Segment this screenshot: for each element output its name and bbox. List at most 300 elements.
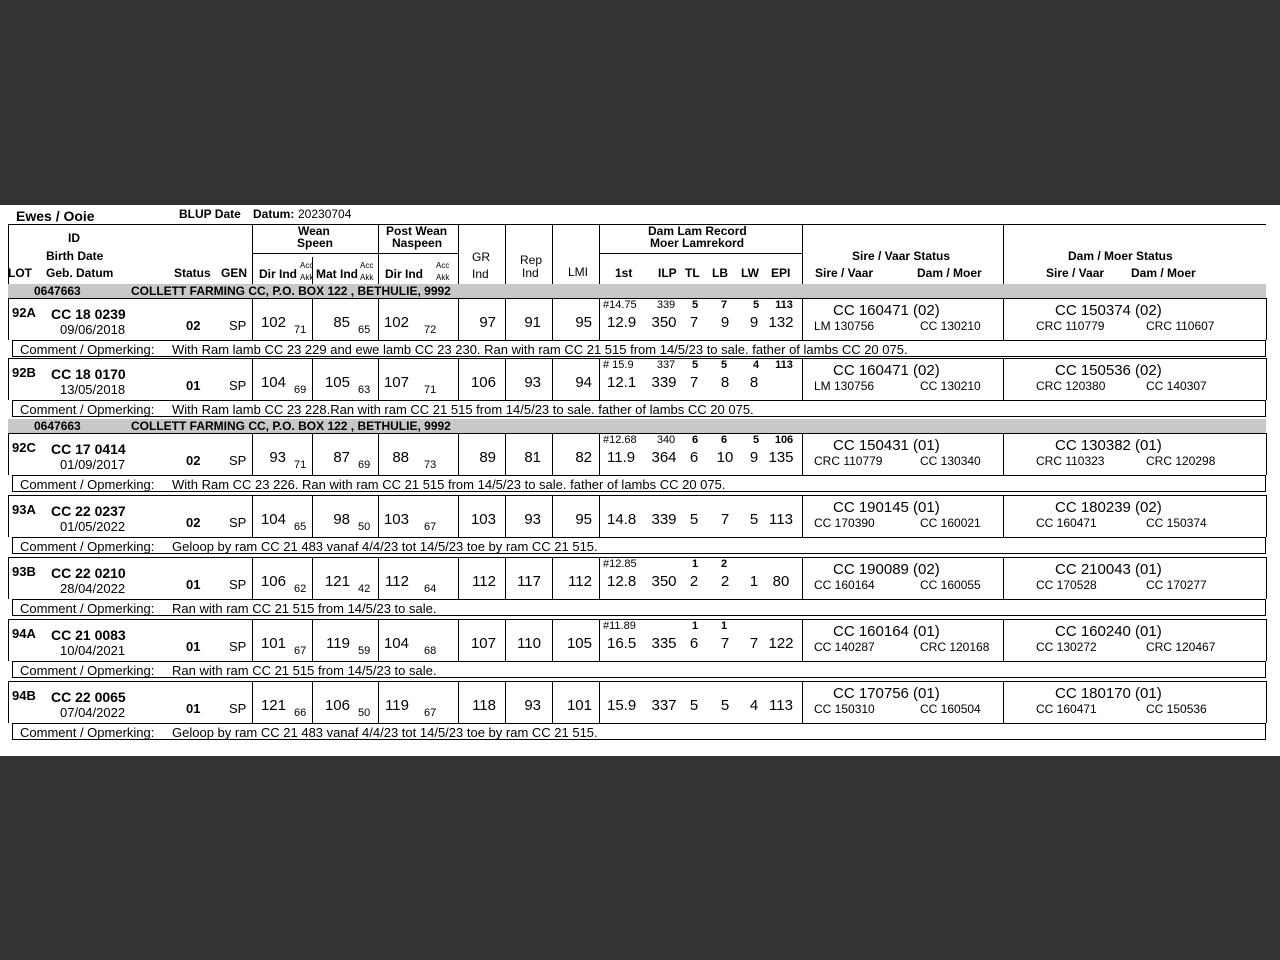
header-akk: Akk [300, 273, 314, 282]
dam-record-lw-small: 4 [752, 359, 760, 371]
dam-record-ilp: 339 [651, 511, 677, 528]
column-divider [458, 495, 459, 537]
column-divider [552, 557, 553, 599]
column-divider [1003, 358, 1004, 400]
sire-dam: CC 160055 [920, 578, 981, 592]
header-dam-status: Dam / Moer Status [1068, 249, 1173, 263]
comment-text: With Ram CC 23 226. Ran with ram CC 21 515 from 14/5/23 to sale. father of lambs CC 20 075. [172, 477, 726, 492]
comment-box [12, 723, 1266, 740]
lmi-value: 105 [566, 635, 592, 652]
column-divider [802, 557, 803, 599]
comment-box [12, 340, 1266, 357]
comment-box [12, 661, 1266, 678]
header-lot: LOT [8, 266, 32, 280]
dam-record-ilp: 350 [651, 573, 677, 590]
dam-record-tl: 6 [689, 449, 699, 466]
gr-ind: 107 [470, 635, 496, 652]
status-code: 01 [186, 701, 201, 716]
comment-box [12, 400, 1266, 417]
lot-number: 93A [12, 502, 36, 517]
dam-record-epi-small: 113 [775, 299, 793, 311]
dam-record-ilp-small: 337 [656, 359, 676, 371]
sire-dam: CC 130340 [920, 454, 981, 468]
comment-text: Ran with ram CC 21 515 from 14/5/23 to sale. [172, 663, 437, 678]
sire-sire: CC 150310 [814, 702, 875, 716]
wean-mat-acc: 59 [358, 645, 371, 657]
header-akk: Akk [436, 273, 450, 282]
header-dam-dam-moer: Dam / Moer [1131, 266, 1196, 280]
gen-code: SP [229, 378, 247, 393]
header-rep-ind: Ind [522, 266, 539, 280]
wean-mat-acc: 42 [358, 583, 371, 595]
row-border-right [1266, 557, 1267, 599]
header-geb-datum: Geb. Datum [46, 266, 114, 280]
row-border-left [8, 681, 9, 723]
wean-dir-ind: 106 [260, 573, 286, 590]
dam-record-lw-small: 5 [752, 434, 760, 446]
lmi-value: 112 [568, 573, 592, 590]
dam-dam: CC 170277 [1146, 578, 1207, 592]
dam-record-epi: 132 [768, 314, 794, 331]
dam-record-tl: 5 [689, 697, 699, 714]
gr-ind: 106 [470, 374, 496, 391]
column-divider [378, 681, 379, 723]
column-divider [505, 557, 506, 599]
lmi-value: 95 [575, 314, 592, 331]
dam-dam: CC 140307 [1146, 379, 1207, 393]
post-dir-acc: 73 [424, 459, 437, 471]
dam-record-epi: 113 [769, 511, 793, 528]
wean-dir-acc: 71 [294, 459, 307, 471]
column-divider [599, 495, 600, 537]
header-dam-sire-vaar: Sire / Vaar [1046, 266, 1105, 280]
breeder-name: COLLETT FARMING CC, P.O. BOX 122 , BETHULIE, 9992 [131, 284, 451, 298]
header-dam-lam-record: Dam Lam Record [648, 224, 747, 238]
column-divider [599, 619, 600, 661]
lot-number: 92C [12, 440, 36, 455]
dam-record-lb: 7 [720, 511, 730, 528]
header-lmi: LMI [568, 265, 589, 279]
comment-box [12, 599, 1266, 616]
comment-box [12, 475, 1266, 492]
wean-dir-acc: 69 [294, 384, 307, 396]
post-dir-acc: 72 [424, 324, 437, 336]
row-border-top [8, 495, 1266, 496]
comment-label: Comment / Opmerking: [20, 477, 155, 492]
comment-label: Comment / Opmerking: [20, 663, 155, 678]
dam-sire: CRC 120380 [1036, 379, 1106, 393]
dam-record-epi: 122 [768, 635, 794, 652]
dam-record-first: 12.8 [607, 573, 637, 590]
dam-record-first: 12.9 [607, 314, 637, 331]
comment-text: Geloop by ram CC 21 483 vanaf 4/4/23 tot 14/5/23 toe by ram CC 21 515. [172, 725, 598, 740]
column-divider [505, 298, 506, 340]
row-border-left [8, 495, 9, 537]
row-border-left [8, 557, 9, 599]
dam-record-lw: 7 [749, 635, 759, 652]
post-dir-acc: 64 [424, 583, 437, 595]
birth-date: 09/06/2018 [60, 322, 126, 337]
rep-ind: 93 [524, 511, 541, 528]
sire-status: CC 170756 (01) [833, 685, 940, 702]
wean-dir-acc: 62 [294, 583, 307, 595]
column-divider [252, 433, 253, 475]
column-divider [505, 433, 506, 475]
column-divider [599, 681, 600, 723]
sire-sire: LM 130756 [814, 319, 875, 333]
dam-record-ilp: 337 [651, 697, 677, 714]
dam-status: CC 210043 (01) [1055, 561, 1162, 578]
comment-label: Comment / Opmerking: [20, 601, 155, 616]
dam-sire: CC 160471 [1036, 702, 1097, 716]
dam-record-lw: 5 [749, 511, 759, 528]
column-divider [599, 433, 600, 475]
header-birth-date: Birth Date [46, 249, 104, 263]
birth-date: 01/09/2017 [60, 457, 126, 472]
row-border-right [1266, 298, 1267, 340]
status-code: 02 [186, 453, 201, 468]
column-divider [252, 495, 253, 537]
dam-record-first: 14.8 [607, 511, 637, 528]
birth-date: 10/04/2021 [60, 643, 126, 658]
breeder-bar [8, 419, 1266, 433]
column-divider [802, 433, 803, 475]
gen-code: SP [229, 701, 247, 716]
column-divider [1003, 495, 1004, 537]
lmi-value: 101 [566, 697, 592, 714]
sire-dam: CC 160021 [920, 516, 981, 530]
breeder-name: COLLETT FARMING CC, P.O. BOX 122 , BETHULIE, 9992 [131, 419, 451, 433]
dam-record-first-small: # 15.9 [603, 359, 634, 371]
column-divider [252, 358, 253, 400]
dam-record-lb-small: 7 [720, 299, 728, 311]
dam-record-tl-small: 1 [691, 558, 699, 570]
header-wean: Wean [298, 224, 330, 238]
comment-text: Ran with ram CC 21 515 from 14/5/23 to sale. [172, 601, 437, 616]
comment-box [12, 537, 1266, 554]
dam-dam: CC 150374 [1146, 516, 1207, 530]
dam-status: CC 150536 (02) [1055, 362, 1162, 379]
rep-ind: 81 [524, 449, 541, 466]
row-border-right [1266, 358, 1267, 400]
header-status: Status [174, 266, 211, 280]
datum-label: Datum: [253, 207, 295, 221]
sire-sire: CRC 110779 [814, 454, 883, 468]
post-dir-ind: 119 [385, 697, 409, 714]
header-naspeen: Naspeen [392, 236, 443, 250]
column-divider [458, 298, 459, 340]
lot-number: 93B [12, 564, 36, 579]
gen-code: SP [229, 453, 247, 468]
post-dir-ind: 112 [385, 573, 409, 590]
header-dam-moer: Dam / Moer [917, 266, 982, 280]
dam-record-tl: 7 [689, 374, 699, 391]
column-divider [802, 619, 803, 661]
row-border-top [8, 433, 1266, 434]
dam-status: CC 180239 (02) [1055, 499, 1162, 516]
post-dir-acc: 67 [424, 521, 437, 533]
row-border-right [1266, 619, 1267, 661]
rep-ind: 93 [524, 697, 541, 714]
dam-record-epi: 135 [768, 449, 794, 466]
column-divider [599, 358, 600, 400]
dam-record-lb-small: 5 [720, 359, 728, 371]
column-divider [1003, 557, 1004, 599]
datum-value: 20230704 [298, 207, 352, 221]
dam-record-ilp: 335 [651, 635, 677, 652]
comment-text: With Ram lamb CC 23 229 and ewe lamb CC 23 230. Ran with ram CC 21 515 from 14/5/23 to sale. father of lambs CC 20 075. [172, 342, 908, 357]
gr-ind: 89 [479, 449, 496, 466]
sire-status: CC 150431 (01) [833, 437, 940, 454]
row-border-left [8, 619, 9, 661]
status-code: 02 [186, 515, 201, 530]
post-dir-ind: 102 [383, 314, 409, 331]
dam-record-lw: 9 [749, 449, 759, 466]
dam-status: CC 150374 (02) [1055, 302, 1162, 319]
header-post-dir-ind: Dir Ind [385, 267, 423, 281]
sire-status: CC 160164 (01) [833, 623, 940, 640]
dam-record-lb: 10 [716, 449, 734, 466]
row-border-left [8, 298, 9, 340]
dam-record-lw: 9 [749, 314, 759, 331]
breeder-number: 0647663 [34, 284, 81, 298]
column-divider [252, 557, 253, 599]
wean-mat-acc: 63 [358, 384, 371, 396]
rep-ind: 117 [517, 573, 541, 590]
header-sire-status: Sire / Vaar Status [852, 249, 951, 263]
column-divider [458, 433, 459, 475]
dam-dam: CC 150536 [1146, 702, 1207, 716]
dam-record-tl: 7 [689, 314, 699, 331]
header-lw: LW [741, 266, 759, 280]
column-divider [458, 557, 459, 599]
lmi-value: 95 [575, 511, 592, 528]
sire-status: CC 160471 (02) [833, 362, 940, 379]
animal-id: CC 22 0065 [51, 689, 126, 705]
column-divider [378, 433, 379, 475]
column-divider [505, 495, 506, 537]
animal-id: CC 18 0170 [51, 366, 126, 382]
column-divider [458, 619, 459, 661]
sire-status: CC 190145 (01) [833, 499, 940, 516]
wean-dir-acc: 67 [294, 645, 307, 657]
column-divider [802, 495, 803, 537]
lmi-value: 82 [575, 449, 592, 466]
gr-ind: 118 [472, 697, 496, 714]
wean-dir-acc: 65 [294, 521, 307, 533]
dam-record-tl-small: 5 [691, 299, 699, 311]
wean-dir-ind: 104 [260, 511, 286, 528]
column-divider [312, 298, 313, 340]
dam-record-epi: 113 [769, 697, 793, 714]
sire-sire: CC 160164 [814, 578, 875, 592]
dam-sire: CRC 110323 [1036, 454, 1105, 468]
column-divider [1003, 433, 1004, 475]
dam-record-ilp-small: 340 [656, 434, 676, 446]
header-epi: EPI [771, 266, 791, 280]
dam-record-first-small: #11.89 [603, 620, 636, 632]
sire-status: CC 190089 (02) [833, 561, 940, 578]
column-divider [505, 681, 506, 723]
wean-mat-ind: 98 [333, 511, 350, 528]
column-divider [378, 358, 379, 400]
dam-sire: CC 160471 [1036, 516, 1097, 530]
dam-dam: CRC 120298 [1146, 454, 1216, 468]
column-divider [505, 619, 506, 661]
post-dir-ind: 104 [383, 635, 409, 652]
column-divider [252, 619, 253, 661]
lot-number: 92A [12, 305, 36, 320]
dam-record-lb: 8 [720, 374, 730, 391]
dam-sire: CC 130272 [1036, 640, 1097, 654]
dam-record-tl-small: 5 [691, 359, 699, 371]
gr-ind: 112 [472, 573, 496, 590]
sire-dam: CC 130210 [920, 379, 981, 393]
column-divider [505, 358, 506, 400]
blup-date-label: BLUP Date [179, 207, 241, 221]
row-border-right [1266, 433, 1267, 475]
wean-mat-ind: 106 [324, 697, 350, 714]
header-sire-vaar: Sire / Vaar [815, 266, 874, 280]
post-dir-ind: 103 [383, 511, 409, 528]
wean-dir-ind: 102 [260, 314, 286, 331]
wean-mat-ind: 105 [324, 374, 350, 391]
header-mat-ind: Mat Ind [316, 267, 358, 281]
dam-record-epi-small: 113 [775, 359, 793, 371]
page-title: Ewes / Ooie [16, 208, 95, 224]
sire-dam: CC 130210 [920, 319, 981, 333]
gen-code: SP [229, 639, 247, 654]
header-acc: Acc [300, 261, 314, 270]
gr-ind: 103 [470, 511, 496, 528]
dam-record-epi: 80 [772, 573, 790, 590]
birth-date: 01/05/2022 [60, 519, 126, 534]
header-gr-ind: Ind [472, 267, 489, 281]
sire-dam: CRC 120168 [920, 640, 990, 654]
sire-status: CC 160471 (02) [833, 302, 940, 319]
column-divider [552, 619, 553, 661]
row-border-left [8, 358, 9, 400]
column-divider [312, 619, 313, 661]
header-1st: 1st [615, 266, 633, 280]
dam-status: CC 160240 (01) [1055, 623, 1162, 640]
wean-mat-acc: 50 [358, 707, 371, 719]
header-wean-dir-ind: Dir Ind [259, 267, 297, 281]
sire-dam: CC 160504 [920, 702, 981, 716]
dam-sire: CC 170528 [1036, 578, 1097, 592]
catalogue-sheet [0, 205, 1280, 756]
dam-record-epi-small: 106 [774, 434, 794, 446]
status-code: 01 [186, 577, 201, 592]
sire-sire: CC 140287 [814, 640, 875, 654]
dam-record-lw: 8 [749, 374, 759, 391]
column-divider [599, 298, 600, 340]
status-code: 01 [186, 639, 201, 654]
column-divider [1003, 619, 1004, 661]
column-divider [458, 358, 459, 400]
comment-text: Geloop by ram CC 21 483 vanaf 4/4/23 tot 14/5/23 toe by ram CC 21 515. [172, 539, 598, 554]
dam-record-lb: 7 [720, 635, 730, 652]
row-border-left [8, 433, 9, 475]
header-rep: Rep [520, 253, 543, 267]
column-divider [802, 298, 803, 340]
row-border-right [1266, 495, 1267, 537]
wean-mat-ind: 87 [333, 449, 350, 466]
rep-ind: 110 [517, 635, 541, 652]
dam-record-lw-small: 5 [752, 299, 760, 311]
post-dir-acc: 71 [424, 384, 437, 396]
gen-code: SP [229, 515, 247, 530]
post-dir-acc: 68 [424, 645, 437, 657]
column-divider [312, 557, 313, 599]
post-dir-ind: 88 [392, 449, 409, 466]
dam-record-lb: 9 [720, 314, 730, 331]
header-ilp: ILP [658, 266, 677, 280]
status-code: 01 [186, 378, 201, 393]
header-tl: TL [685, 266, 700, 280]
header-id: ID [68, 231, 80, 245]
post-dir-acc: 67 [424, 707, 437, 719]
dam-record-ilp: 364 [651, 449, 677, 466]
sire-sire: LM 130756 [814, 379, 875, 393]
header-akk: Akk [360, 273, 374, 282]
header-lb: LB [712, 266, 728, 280]
dam-record-tl: 2 [689, 573, 699, 590]
header-acc: Acc [436, 261, 450, 270]
column-divider [552, 298, 553, 340]
lot-number: 94B [12, 688, 36, 703]
dam-status: CC 180170 (01) [1055, 685, 1162, 702]
wean-dir-ind: 93 [269, 449, 286, 466]
dam-record-lb-small: 2 [720, 558, 728, 570]
post-dir-ind: 107 [383, 374, 409, 391]
wean-mat-ind: 121 [324, 573, 350, 590]
column-divider [252, 298, 253, 340]
column-divider [378, 495, 379, 537]
header-moer-lamrekord: Moer Lamrekord [650, 236, 745, 250]
dam-record-lb: 5 [720, 697, 730, 714]
wean-mat-acc: 50 [358, 521, 371, 533]
wean-dir-ind: 104 [260, 374, 286, 391]
comment-label: Comment / Opmerking: [20, 342, 155, 357]
rep-ind: 93 [524, 374, 541, 391]
row-border-top [8, 681, 1266, 682]
gen-code: SP [229, 577, 247, 592]
breeder-number: 0647663 [34, 419, 81, 433]
column-divider [252, 681, 253, 723]
row-border-top [8, 619, 1266, 620]
birth-date: 07/04/2022 [60, 705, 126, 720]
header-post-wean: Post Wean [386, 224, 448, 238]
dam-record-first-small: #12.85 [603, 558, 637, 570]
comment-label: Comment / Opmerking: [20, 539, 155, 554]
dam-record-first-small: #14.75 [603, 299, 637, 311]
sire-sire: CC 170390 [814, 516, 875, 530]
dam-record-lb: 2 [720, 573, 730, 590]
dam-record-lb-small: 6 [720, 434, 728, 446]
header-speen: Speen [297, 236, 334, 250]
dam-record-ilp: 350 [651, 314, 677, 331]
comment-label: Comment / Opmerking: [20, 725, 155, 740]
header-gr: GR [472, 250, 490, 264]
comment-text: With Ram lamb CC 23 228.Ran with ram CC 21 515 from 14/5/23 to sale. father of lambs CC 20 075. [172, 402, 754, 417]
status-code: 02 [186, 318, 201, 333]
animal-id: CC 18 0239 [51, 306, 126, 322]
wean-dir-ind: 121 [260, 697, 286, 714]
comment-label: Comment / Opmerking: [20, 402, 155, 417]
animal-id: CC 21 0083 [51, 627, 126, 643]
column-divider [802, 681, 803, 723]
